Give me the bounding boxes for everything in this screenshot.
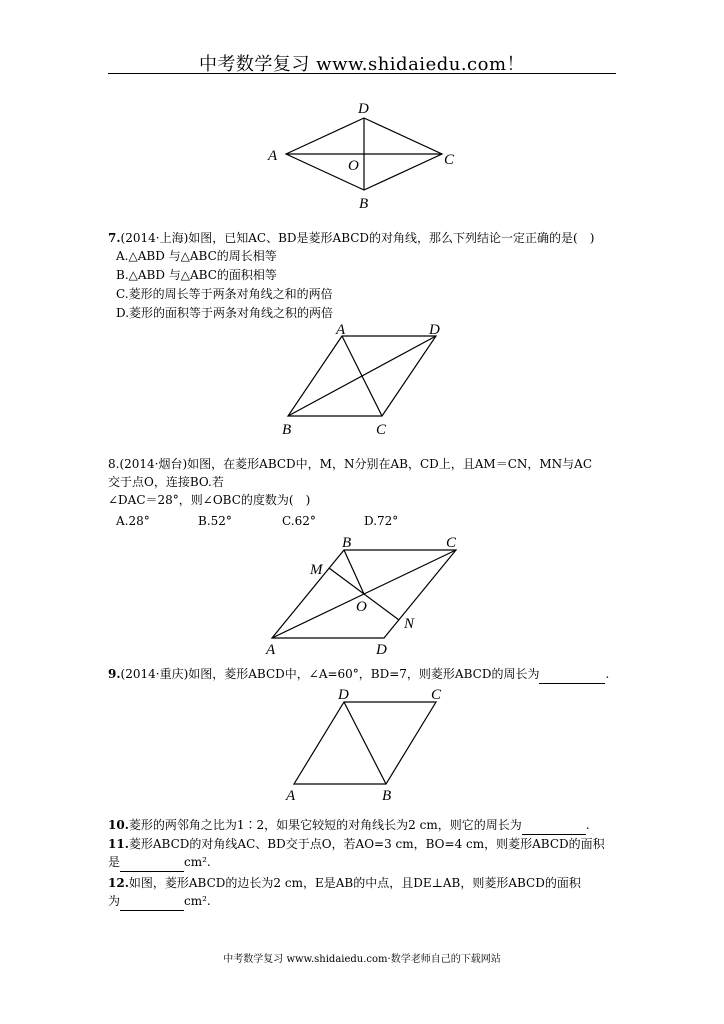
- question-number: 11.: [108, 837, 129, 851]
- question-number: 7.: [108, 231, 121, 245]
- question-stem: 菱形ABCD的对角线AC、BD交于点O，若AO=3 cm，BO=4 cm，则菱形ABCD的面积: [128, 837, 605, 851]
- stem-end: .: [585, 818, 590, 832]
- label-c: C: [444, 152, 455, 168]
- label-c: C: [376, 422, 387, 438]
- question-stem-line-3: ∠DAC＝28°，则∠OBC的度数为( ): [108, 493, 311, 507]
- question-stem: (2014·上海)如图，已知AC、BD是菱形ABCD的对角线，那么下列结论一定正确的是( ): [120, 231, 595, 245]
- page-footer: 中考数学复习 www.shidaiedu.com·数学老师自己的下载网站: [223, 954, 501, 965]
- q8-option-b: B.52°: [198, 514, 232, 528]
- question-11: [108, 835, 620, 872]
- q7-option-a: A.△ABD 与△ABC的周长相等: [116, 249, 277, 263]
- label-o: O: [356, 599, 367, 615]
- label-b: B: [382, 788, 392, 804]
- question-stem-line-1: (2014·烟台)如图，在菱形ABCD中，M，N分别在AB，CD上，且AM＝CN，MN与AC: [119, 457, 593, 471]
- label-a: A: [268, 148, 278, 164]
- header-rule: [108, 73, 616, 74]
- label-a: A: [286, 788, 296, 804]
- q8-option-d: D.72°: [364, 514, 399, 528]
- diagonal-bd: [288, 336, 436, 416]
- label-a: A: [336, 322, 346, 338]
- question-7: [108, 229, 620, 247]
- figure-rhombus-diagonals: [260, 96, 470, 214]
- answer-blank[interactable]: [120, 853, 184, 872]
- label-m: M: [310, 562, 323, 578]
- label-b: B: [342, 535, 352, 551]
- diagonal-bd: [344, 702, 386, 784]
- question-number: 12.: [108, 876, 129, 890]
- question-number: 10.: [108, 818, 129, 832]
- question-stem-line-2: 交于点O，连接BO.若: [108, 475, 224, 489]
- answer-prefix: 为: [108, 894, 121, 908]
- answer-unit: cm².: [184, 894, 211, 908]
- q8-option-c: C.62°: [282, 514, 316, 528]
- label-d: D: [358, 101, 369, 117]
- label-d: D: [338, 687, 349, 703]
- label-d: D: [376, 642, 387, 658]
- page-header: 中考数学复习 www.shidaiedu.com！: [198, 54, 526, 75]
- q7-option-b: B.△ABD 与△ABC的面积相等: [116, 268, 277, 282]
- question-10: [108, 816, 620, 835]
- answer-prefix: 是: [108, 855, 121, 869]
- q7-option-c: C.菱形的周长等于两条对角线之和的两倍: [116, 287, 333, 301]
- answer-unit: cm².: [184, 855, 211, 869]
- question-8: [108, 455, 620, 509]
- q7-option-d: D.菱形的面积等于两条对角线之积的两倍: [116, 306, 334, 320]
- question-number: 8.: [108, 457, 120, 471]
- label-d: D: [429, 322, 440, 338]
- label-b: B: [359, 196, 369, 212]
- answer-blank[interactable]: [120, 892, 184, 911]
- segment-bo: [344, 550, 364, 594]
- figure-q8-rhombus: [258, 532, 470, 658]
- q8-option-a: A.28°: [116, 514, 150, 528]
- figure-q9-rhombus: [278, 682, 458, 804]
- label-a: A: [266, 642, 276, 658]
- label-n: N: [404, 616, 415, 632]
- answer-blank[interactable]: [539, 665, 605, 684]
- label-c: C: [446, 535, 457, 551]
- answer-blank[interactable]: [522, 816, 586, 835]
- question-stem: 如图，菱形ABCD的边长为2 cm，E是AB的中点，且DE⊥AB，则菱形ABCD的面积: [128, 876, 581, 890]
- label-c: C: [431, 687, 442, 703]
- question-stem: 菱形的两邻角之比为1∶2，如果它较短的对角线长为2 cm，则它的周长为: [128, 818, 522, 832]
- label-o: O: [348, 158, 359, 174]
- figure-q7-rhombus: [272, 320, 452, 440]
- question-number: 9.: [108, 667, 121, 681]
- question-12: [108, 874, 620, 911]
- question-stem: (2014·重庆)如图，菱形ABCD中，∠A=60°，BD=7，则菱形ABCD的周长为: [120, 667, 540, 681]
- label-b: B: [282, 422, 292, 438]
- stem-end: .: [605, 667, 610, 681]
